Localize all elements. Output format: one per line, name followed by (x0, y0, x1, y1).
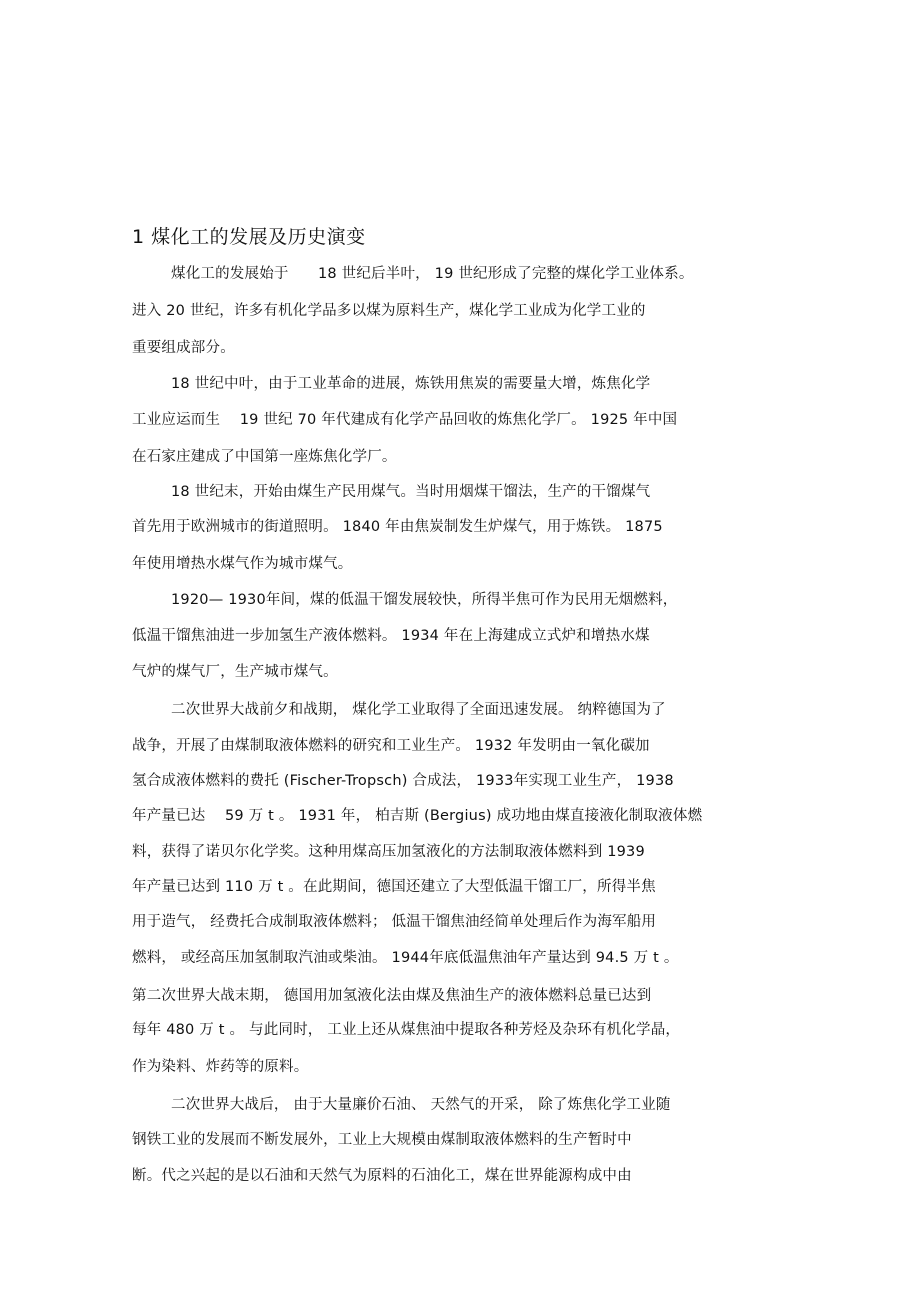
paragraph-5-line-9: 第二次世界大战末期， 德国用加氢液化法由煤及焦油生产的液体燃料总量已达到 (132, 988, 652, 1004)
paragraph-2-line-3: 在石家庄建成了中国第一座炼焦化学厂。 (132, 449, 397, 465)
paragraph-6-line-1: 二次世界大战后， 由于大量廉价石油、 天然气的开采， 除了炼焦化学工业随 (171, 1097, 671, 1113)
paragraph-5-line-7: 用于造气， 经费托合成制取液体燃料； 低温干馏焦油经简单处理后作为海军船用 (132, 914, 657, 930)
paragraph-2-line-2: 工业应运而生 19 世纪 70 年代建成有化学产品回收的炼焦化学厂。 1925 年中国 (132, 412, 678, 428)
paragraph-5-line-5: 料，获得了诺贝尔化学奖。这种用煤高压加氢液化的方法制取液体燃料到 1939 (132, 844, 645, 860)
paragraph-3-line-2: 首先用于欧洲城市的街道照明。 1840 年由焦炭制发生炉煤气，用于炼铁。 1875 (132, 519, 663, 535)
paragraph-5-line-2: 战争，开展了由煤制取液体燃料的研究和工业生产。 1932 年发明由一氧化碳加 (132, 738, 650, 754)
paragraph-4-line-2: 低温干馏焦油进一步加氢生产液体燃料。 1934 年在上海建成立式炉和增热水煤 (132, 628, 650, 644)
paragraph-5-line-3: 氢合成液体燃料的费托 (Fischer-Tropsch) 合成法， 1933年实现工业生产， 1938 (132, 773, 674, 789)
paragraph-5-line-1: 二次世界大战前夕和战期， 煤化学工业取得了全面迅速发展。 纳粹德国为了 (171, 702, 666, 718)
section-heading: 1 煤化工的发展及历史演变 (132, 226, 366, 248)
paragraph-1-line-3: 重要组成部分。 (132, 340, 235, 356)
paragraph-5-line-11: 作为染料、炸药等的原料。 (132, 1059, 309, 1075)
paragraph-5-line-6: 年产量已达到 110 万 t 。在此期间，德国还建立了大型低温干馏工厂，所得半焦 (132, 879, 656, 895)
paragraph-5-line-8: 燃料， 或经高压加氢制取汽油或柴油。 1944年底低温焦油年产量达到 94.5 万 t 。 (132, 950, 679, 966)
paragraph-4-line-1: 1920— 1930年间，煤的低温干馏发展较快，所得半焦可作为民用无烟燃料， (171, 592, 678, 608)
paragraph-6-line-2: 钢铁工业的发展而不断发展外，工业上大规模由煤制取液体燃料的生产暂时中 (132, 1132, 632, 1148)
paragraph-3-line-1: 18 世纪末，开始由煤生产民用煤气。当时用烟煤干馏法，生产的干馏煤气 (171, 484, 651, 500)
paragraph-1-line-1: 煤化工的发展始于 18 世纪后半叶， 19 世纪形成了完整的煤化学工业体系。 (171, 266, 694, 282)
paragraph-2-line-1: 18 世纪中叶，由于工业革命的进展，炼铁用焦炭的需要量大增，炼焦化学 (171, 376, 651, 392)
paragraph-1-line-2: 进入 20 世纪，许多有机化学品多以煤为原料生产，煤化学工业成为化学工业的 (132, 303, 646, 319)
paragraph-3-line-3: 年使用增热水煤气作为城市煤气。 (132, 556, 353, 572)
paragraph-6-line-3: 断。代之兴起的是以石油和天然气为原料的石油化工，煤在世界能源构成中由 (132, 1168, 632, 1184)
paragraph-5-line-4: 年产量已达 59 万 t 。 1931 年， 柏吉斯 (Bergius) 成功地由煤直接液化制取液体燃 (132, 808, 703, 824)
paragraph-5-line-10: 每年 480 万 t 。 与此同时， 工业上还从煤焦油中提取各种芳烃及杂环有机化学晶， (132, 1022, 681, 1038)
paragraph-4-line-3: 气炉的煤气厂，生产城市煤气。 (132, 664, 338, 680)
